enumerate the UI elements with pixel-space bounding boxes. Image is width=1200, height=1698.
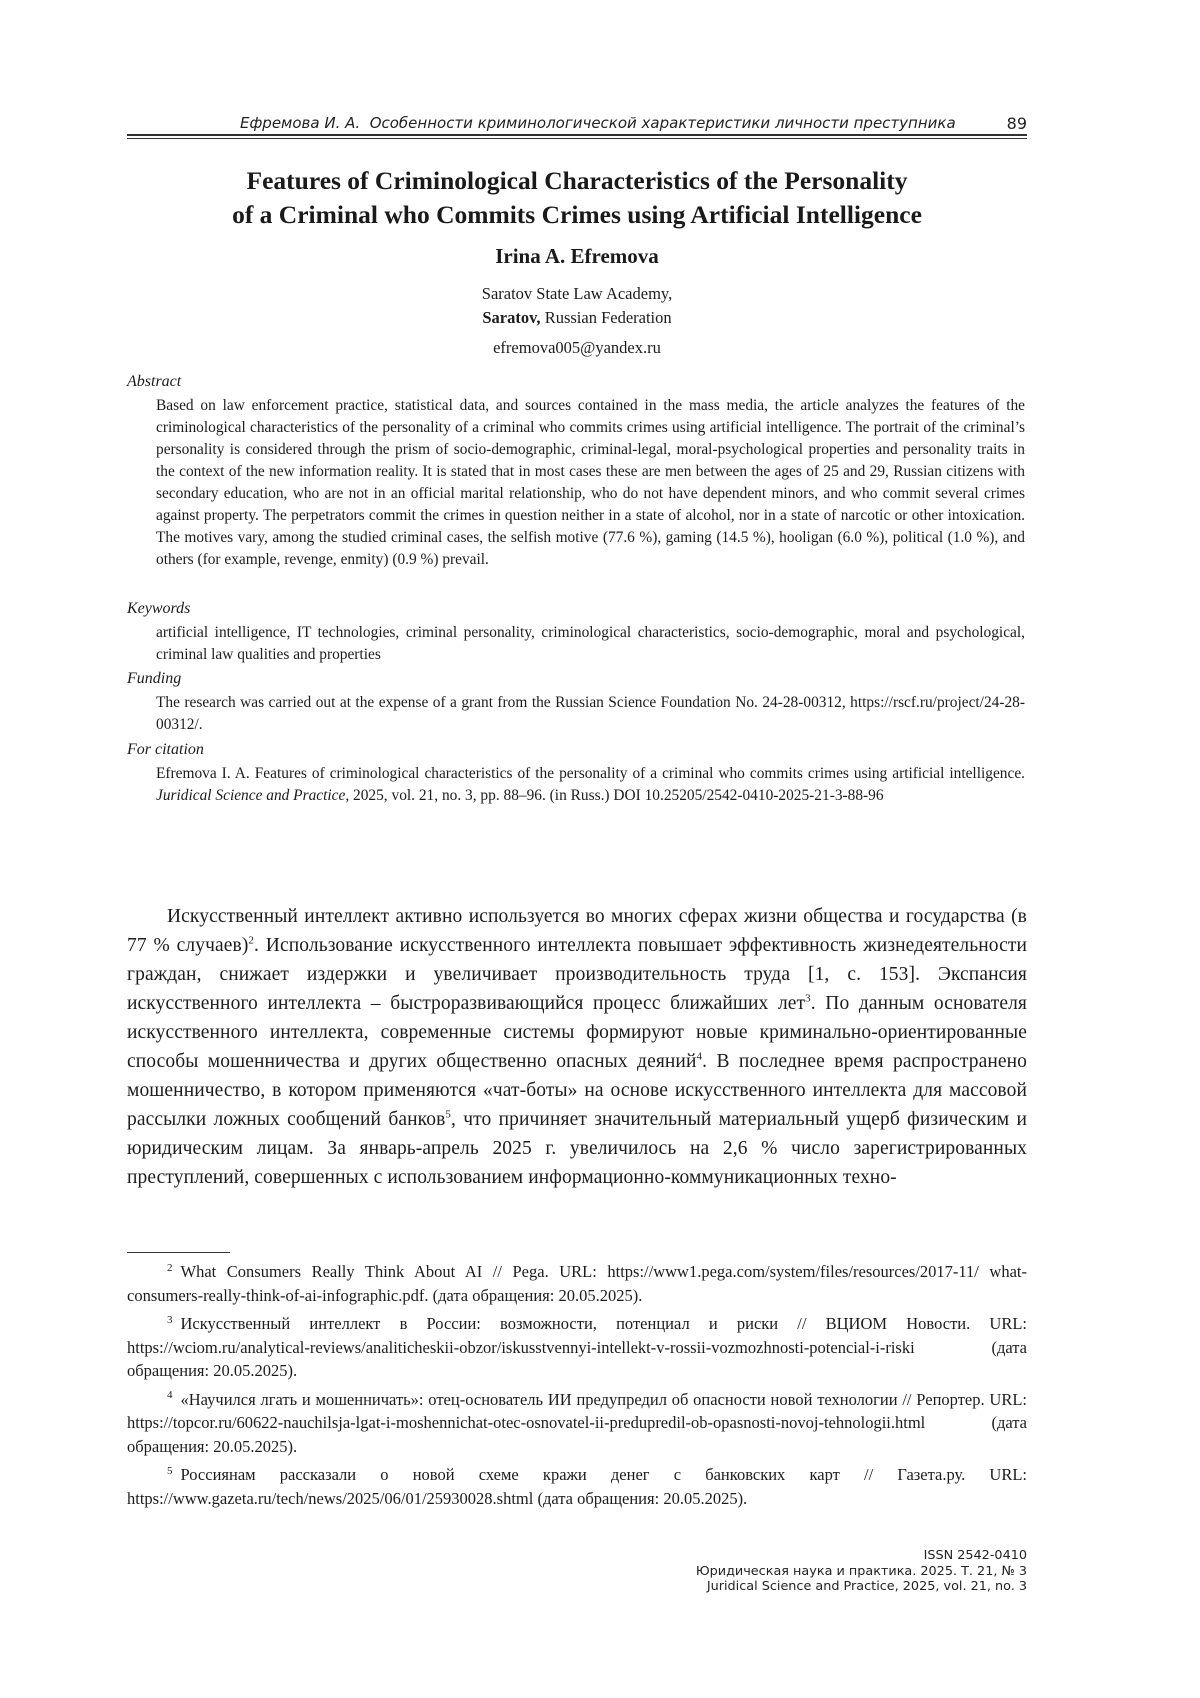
- footnote-number: 5: [167, 1464, 173, 1477]
- main-paragraph: [127, 902, 1027, 1192]
- footnote-text[interactable]: Россиянам рассказали о новой схеме кражи денег с банковских карт // Газета.ру. URL: https://www.gazeta.ru/tech/news/2025/06/01/25930028.shtml (дата обращения: 20.05.2025).: [127, 1465, 1027, 1508]
- affiliation-city: Saratov,: [482, 308, 541, 327]
- article-title-line-2: of a Criminal who Commits Crimes using Artificial Intelligence: [232, 200, 922, 229]
- body-sentence-1: Искусственный интеллект активно используется во многих сферах жизни общества и государства (в 77 % случаев): [127, 906, 1027, 956]
- footnote-5: [127, 1463, 1027, 1510]
- footnote-2: [127, 1260, 1027, 1307]
- footnote-text[interactable]: Искусственный интеллект в России: возможности, потенциал и риски // ВЦИОМ Новости. URL: https://wciom.ru/analytical-reviews/analiticheskii-obzor/iskusstvennyi-intellekt-v-rossii-vozmozhnosti-potencial-i-riski (дата обращения: 20.05.2025).: [127, 1314, 1027, 1380]
- page-number: 89: [1006, 114, 1027, 133]
- citation-text-start: Efremova I. A. Features of criminological characteristics of the personality of a criminal who commits crimes using artificial intelligence.: [156, 765, 1025, 782]
- keywords-text: artificial intelligence, IT technologies, criminal personality, criminological characteristics, socio-demographic, moral and psychological, criminal law qualities and properties: [156, 624, 1025, 663]
- body-sentence-3: . По данным основателя искусственного интеллекта, современные системы формируют новые криминально-ориентированные способы мошенничества и других общественно опасных деяний: [127, 993, 1027, 1072]
- journal-ref-en: Juridical Science and Practice, 2025, vol. 21, no. 3: [706, 1579, 1027, 1594]
- body-sentence-5: , что причиняет значительный материальный ущерб физическим и юридическим лицам. За январь-апрель 2025 г. увеличилось на 2,6 % число зарегистрированных преступлений, совершенных с использованием информационно-коммуникационных техно-: [127, 1109, 1027, 1188]
- footnote-ref-2[interactable]: 2: [248, 934, 255, 947]
- author-name: Irina A. Efremova: [495, 244, 659, 268]
- footnote-text[interactable]: «Научился лгать и мошенничать»: отец-основатель ИИ предупредил об опасности новой технологии // Репортер. URL: https://topcor.ru/60622-nauchilsja-lgat-i-moshennichat-otec-osnovatel-ii-predupredil-ob-opasnosti-novoj-tehnologii.html (дата обращения: 20.05.2025).: [127, 1389, 1027, 1456]
- journal-footer: [527, 1548, 1027, 1595]
- keywords-label: Keywords: [127, 600, 191, 617]
- footnote-ref-5[interactable]: 5: [445, 1108, 451, 1121]
- footnote-text[interactable]: What Consumers Really Think About AI // Pega. URL: https://www1.pega.com/system/files/resources/2017-11/ what-consumers-really-think-of-ai-infographic.pdf. (дата обращения: 20.05.2025).: [127, 1262, 1027, 1305]
- funding-label: Funding: [127, 670, 182, 687]
- body-sentence-4: . В последнее время распространено мошенничество, в котором применяются «чат-боты» на основе искусственного интеллекта для массовой рассылки ложных сообщений банков: [127, 1051, 1028, 1130]
- citation-label: For citation: [127, 741, 204, 758]
- abstract-label: Abstract: [127, 373, 182, 390]
- footnotes: [127, 1260, 1027, 1515]
- funding-text: The research was carried out at the expense of a grant from the Russian Science Foundation No. 24-28-00312, https://rscf.ru/project/24-28-00312/.: [156, 694, 1025, 733]
- footnote-ref-3[interactable]: 3: [805, 992, 811, 1005]
- journal-ref-ru: Юридическая наука и практика. 2025. Т. 21, № 3: [695, 1563, 1027, 1579]
- affiliation-org: Saratov State Law Academy,: [481, 284, 673, 303]
- footnote-4: [127, 1388, 1027, 1459]
- footnote-number: 4: [167, 1389, 173, 1401]
- citation-text-end: , 2025, vol. 21, no. 3, pp. 88–96. (in Russ.) DOI 10.25205/2542-0410-2025-21-3-88-96: [345, 787, 884, 804]
- article-title-line-1: Features of Criminological Characteristics of the Personality: [246, 166, 908, 195]
- footnote-separator: [127, 1252, 230, 1253]
- running-header-title: Особенности криминологической характеристики личности преступника: [369, 114, 956, 132]
- footnote-ref-4[interactable]: 4: [696, 1050, 703, 1063]
- citation-text: [156, 763, 1025, 807]
- article-title: [127, 164, 1027, 232]
- header-rule-thick: [127, 134, 1027, 136]
- issn: ISSN 2542-0410: [923, 1548, 1027, 1563]
- footnote-number: 2: [167, 1261, 173, 1274]
- footnote-number: 3: [167, 1313, 173, 1326]
- header-rule-thin: [127, 138, 1027, 139]
- footnote-3: [127, 1312, 1027, 1383]
- abstract-text: Based on law enforcement practice, statistical data, and sources contained in the mass media, the article analyzes the features of the criminological characteristics of the personality of a criminal who commits crimes using artificial intelligence. The portrait of the criminal’s personality is considered through the prism of socio-demographic, criminal-legal, moral-psychological properties and personality traits in the context of the new information reality. It is stated that in most cases these are men between the ages of 25 and 29, Russian citizens with secondary education, who are not in an official marital relationship, who do not have dependent minors, and who commit several crimes against property. The perpetrators commit the crimes in question neither in a state of alcohol, nor in a state of narcotic or other intoxication. The motives vary, among the studied criminal cases, the selfish motive (77.6 %), gaming (14.5 %), hooligan (6.0 %), political (1.0 %), and others (for example, revenge, enmity) (0.9 %) prevail.: [156, 397, 1025, 568]
- running-header-authors: Ефремова И. А.: [240, 114, 361, 132]
- affiliation: [127, 282, 1027, 330]
- author-email: efremova005@yandex.ru: [493, 338, 661, 357]
- citation-journal: Juridical Science and Practice: [156, 787, 346, 804]
- running-header-text: [240, 114, 956, 132]
- affiliation-country: Russian Federation: [544, 308, 672, 327]
- body-sentence-2: . Использование искусственного интеллекта повышает эффективность жизнедеятельности граждан, снижает издержки и увеличивает производительность труда [1, с. 153]. Экспансия искусственного интеллекта – быстроразвивающийся процесс ближайших лет: [127, 935, 1027, 1014]
